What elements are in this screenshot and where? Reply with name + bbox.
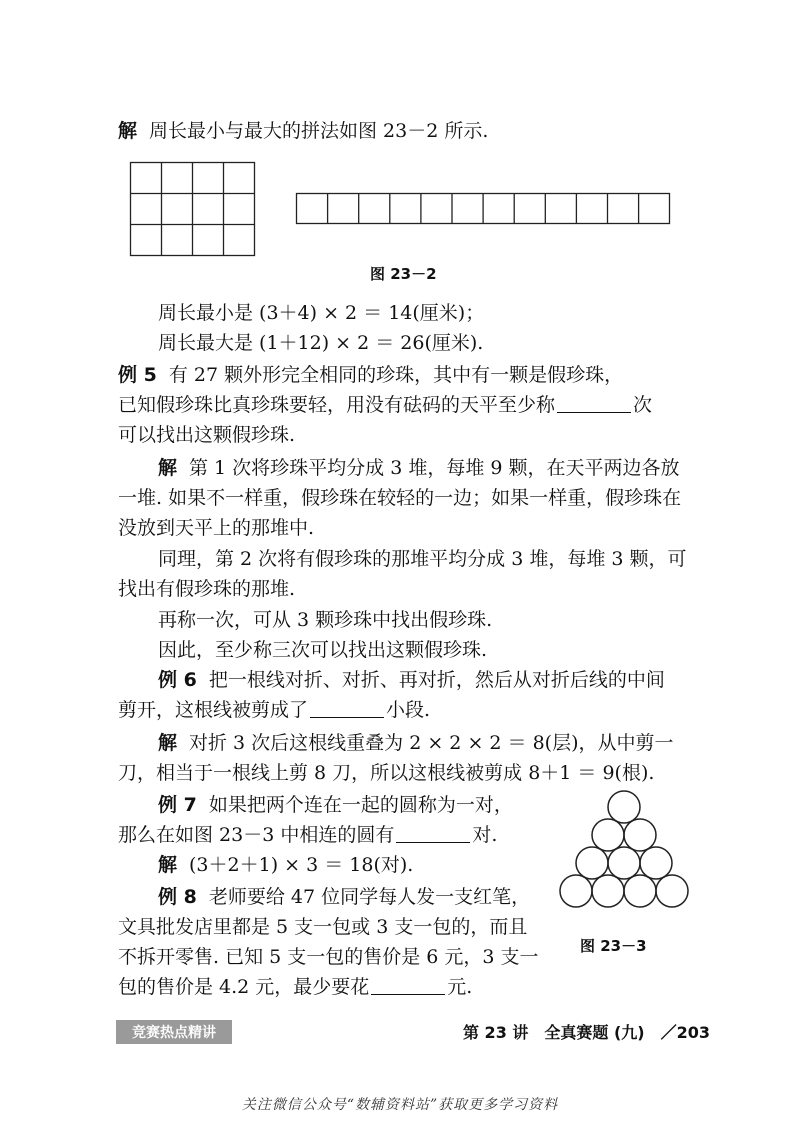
answer-blank <box>310 698 384 718</box>
circle <box>624 819 656 851</box>
text-line: 再称一次，可从 3 颗珍珠中找出假珍珠. <box>158 609 493 631</box>
label-solution: 解 <box>158 457 178 479</box>
label-example-7: 例 7 <box>158 794 197 816</box>
text-line: 不拆开零售. 已知 5 支一包的售价是 6 元，3 支一 <box>118 946 539 968</box>
footer-section-tag: 竞赛热点精讲 <box>116 1020 232 1044</box>
solution-7: 解 (3＋2＋1) × 3 ＝ 18(对). <box>158 854 414 876</box>
text-line: 可以找出这颗假珍珠. <box>118 424 296 446</box>
circle <box>592 875 624 907</box>
circle <box>624 875 656 907</box>
text-line: 因此，至少称三次可以找出这颗假珍珠. <box>158 639 488 661</box>
text-line: 包的售价是 4.2 元，最少要花 元. <box>118 976 473 998</box>
text-line: 找出有假珍珠的那堆. <box>118 578 296 600</box>
label-example-6: 例 6 <box>158 669 197 691</box>
circle <box>656 875 688 907</box>
circle <box>608 791 640 823</box>
text-line: 文具批发店里都是 5 支一包或 3 支一包的，而且 <box>118 916 528 938</box>
circle <box>640 847 672 879</box>
text-line: 那么在如图 23－3 中相连的圆有 对. <box>118 824 498 846</box>
circle <box>576 847 608 879</box>
label-example-8: 例 8 <box>158 886 197 908</box>
label-solution: 解 <box>158 854 178 876</box>
circle <box>608 847 640 879</box>
figure-23-2-strip <box>296 193 671 225</box>
figure-23-3-circles <box>560 790 690 920</box>
text-line: 一堆. 如果不一样重，假珍珠在较轻的一边；如果一样重，假珍珠在 <box>118 487 682 509</box>
answer-blank <box>557 393 631 413</box>
text-line: 没放到天平上的那堆中. <box>118 517 315 539</box>
example-5: 例 5 有 27 颗外形完全相同的珍珠，其中有一颗是假珍珠， <box>118 364 624 386</box>
text-line: 刀，相当于一根线上剪 8 刀，所以这根线被剪成 8＋1 ＝ 9(根). <box>118 762 655 784</box>
text-line: 已知假珍珠比真珍珠要轻，用没有砝码的天平至少称 次 <box>118 394 653 416</box>
answer-blank <box>371 975 445 995</box>
figure-23-3-caption: 图 23－3 <box>580 937 647 955</box>
circle <box>592 819 624 851</box>
label-solution: 解 <box>158 732 178 754</box>
label-example-5: 例 5 <box>118 364 157 386</box>
example-7: 例 7 如果把两个连在一起的圆称为一对， <box>158 794 513 816</box>
text-line: 同理，第 2 次将有假珍珠的那堆平均分成 3 堆，每堆 3 颗，可 <box>158 548 687 570</box>
answer-blank <box>396 823 470 843</box>
watermark-text: 关注微信公众号“数辅资料站”获取更多学习资料 <box>241 1097 559 1113</box>
footer-chapter-page: 第 23 讲 全真赛题 (九) ／203 <box>462 1023 710 1042</box>
solution-5: 解 第 1 次将珍珠平均分成 3 堆，每堆 9 颗，在天平两边各放 <box>158 457 680 479</box>
solution-6: 解 对折 3 次后这根线重叠为 2 × 2 × 2 ＝ 8(层)，从中剪一 <box>158 732 674 754</box>
example-8: 例 8 老师要给 47 位同学每人发一支红笔， <box>158 886 531 908</box>
circle <box>560 875 592 907</box>
figure-23-2-grid-small <box>130 162 256 257</box>
text-line: 周长最大是 (1＋12) × 2 ＝ 26(厘米). <box>158 332 484 354</box>
solution-intro: 解 周长最小与最大的拼法如图 23－2 所示. <box>118 120 489 142</box>
example-6: 例 6 把一根线对折、对折、再对折，然后从对折后线的中间 <box>158 669 665 691</box>
text-line: 周长最小是 (3＋4) × 2 ＝ 14(厘米)； <box>158 302 485 324</box>
label-solution: 解 <box>118 120 138 142</box>
text-line: 剪开，这根线被剪成了 小段. <box>118 699 431 721</box>
figure-23-2-caption: 图 23－2 <box>370 265 437 283</box>
